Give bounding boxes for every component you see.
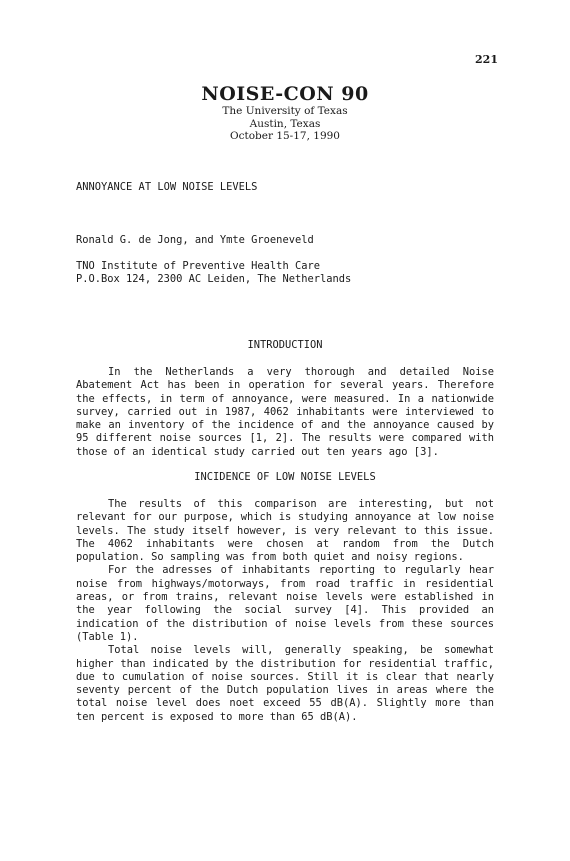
introduction-paragraph: In the Netherlands a very thorough and detailed Noise Abatement Act has been in operation for several years. Therefore the effects, in term of annoyance, were measured. In a nationwide survey, carried out in 1987, 4062 inhabitants were interviewed to make an inventory of the incidence of and the annoyance caused by 95 different noise sources [1, 2]. The results were compared with those of an identical study carried out ten years ago [3]. [76,366,494,458]
affiliation-line-1: TNO Institute of Preventive Health Care [76,260,320,272]
affiliation [76,260,351,286]
section-heading-introduction: INTRODUCTION [247,339,323,351]
conference-header [0,83,570,143]
authors: Ronald G. de Jong, and Ymte Groeneveld [76,234,314,246]
page-number: 221 [475,53,498,66]
paper-title: ANNOYANCE AT LOW NOISE LEVELS [76,181,258,193]
conference-city: Austin, Texas [249,117,321,130]
incidence-paragraph-1: The results of this comparison are interesting, but not relevant for our purpose, which is studying annoyance at low noise levels. The study itself however, is very relevant to this issue. The 4062 inhabitants were chosen at random from the Dutch population. So sampling was from both quiet and noisy regions. [76,498,494,564]
incidence-body [76,498,494,724]
conference-title: NOISE-CON 90 [201,83,369,105]
introduction-body [76,366,494,459]
conference-dates: October 15-17, 1990 [230,130,340,142]
incidence-paragraph-3: Total noise levels will, generally speaking, be somewhat higher than indicated by the distribution for residential traffic, due to cumulation of noise sources. Still it is clear that nearly seventy percent of the Dutch population lives in areas where the total noise level does noet exceed 55 dB(A). Slightly more than ten percent is exposed to more than 65 dB(A). [76,644,494,723]
section-heading-incidence: INCIDENCE OF LOW NOISE LEVELS [194,471,376,483]
conference-venue: The University of Texas [222,105,348,117]
incidence-paragraph-2: For the adresses of inhabitants reporting to regularly hear noise from highways/motorways, from road traffic in residential areas, or from trains, relevant noise levels were established in the year following the social survey [4]. This provided an indication of the distribution of noise levels from these sources (Table 1). [76,564,494,643]
affiliation-line-2: P.O.Box 124, 2300 AC Leiden, The Netherlands [76,273,352,285]
